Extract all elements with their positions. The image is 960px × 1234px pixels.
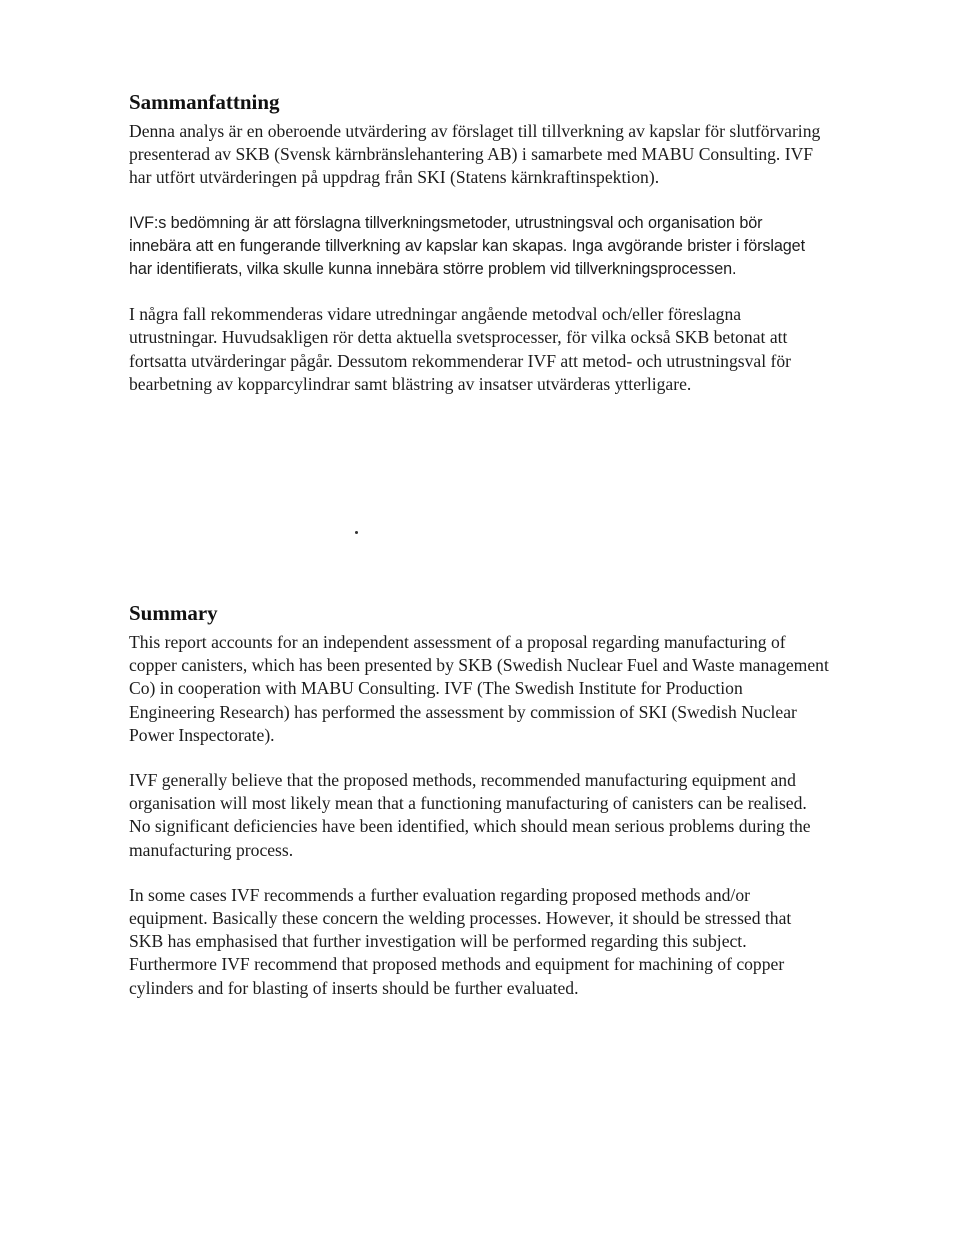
swedish-paragraph-1: Denna analys är en oberoende utvärdering av förslaget till tillverkning av kapslar för slutförvaring presenterad av SKB (Svensk kärnbränslehantering AB) i samarbete med MABU Consulting. IVF har utfört utvärderingen på uppdrag från SKI (Statens kärnkraftinspektion). [129, 121, 821, 188]
english-heading: Summary [129, 601, 218, 625]
swedish-summary-section [129, 88, 829, 418]
english-paragraph-3: In some cases IVF recommends a further evaluation regarding proposed methods and/or equipment. Basically these concern the welding processes. However, it should be stressed that SKB has emphasised that further investigation will be performed regarding this subject. Furthermore IVF recommend that proposed methods and equipment for machining of copper cylinders and for blasting of inserts should be further evaluated. [129, 884, 792, 998]
swedish-paragraph-3: I några fall rekommenderas vidare utredningar angående metodval och/eller föreslagna utrustningar. Huvudsakligen rör detta aktuella svetsprocesser, för vilka också SKB betonat att fortsatta utvärderingar pågår. Dessutom rekommenderar IVF att metod- och utrustningsval för bearbetning av kopparcylindrar samt blästring av insatser utvärderas ytterligare. [129, 304, 792, 394]
english-paragraph-1: This report accounts for an independent assessment of a proposal regarding manufacturing of copper canisters, which has been presented by SKB (Swedish Nuclear Fuel and Waste management Co) in cooperation with MABU Consulting. IVF (The Swedish Institute for Production Engineering Research) has performed the assessment by commission of SKI (Swedish Nuclear Power Inspectorate). [129, 632, 829, 745]
swedish-paragraph-2: IVF:s bedömning är att förslagna tillverkningsmetoder, utrustningsval och organisation bör innebära att en fungerande tillverkning av kapslar kan skapas. Inga avgörande brister i förslaget har identifierats, vilka skulle kunna innebära större problem vid tillverkningsprocessen. [129, 213, 805, 279]
swedish-heading: Sammanfattning [129, 90, 280, 114]
english-paragraph-2: IVF generally believe that the proposed methods, recommended manufacturing equipment and organisation will most likely mean that a functioning manufacturing of canisters can be realised. No significant deficiencies have been identified, which should mean serious problems during the manufacturing process. [129, 770, 811, 860]
scan-speck [355, 531, 358, 534]
english-summary-section [129, 599, 829, 1022]
